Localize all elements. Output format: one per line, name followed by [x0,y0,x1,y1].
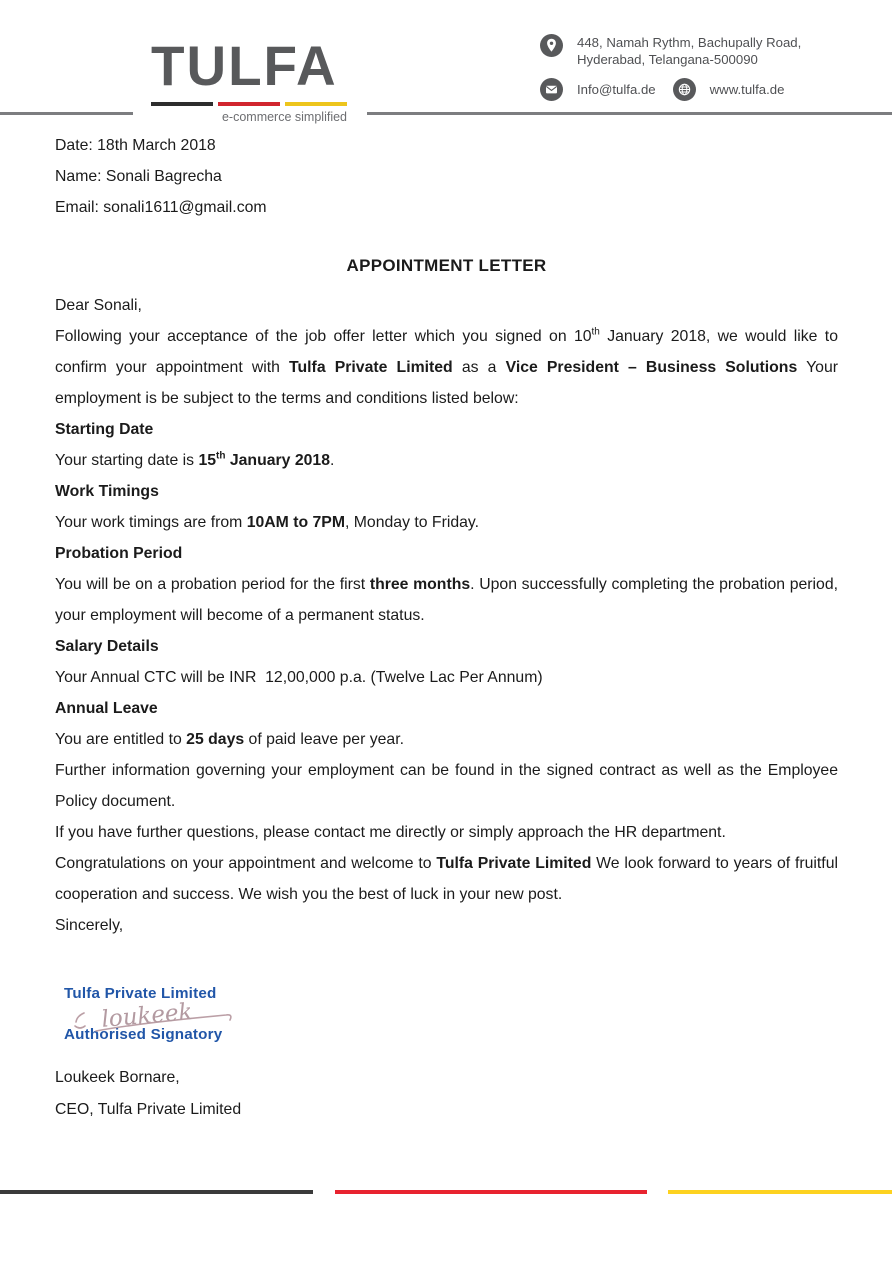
logo-underline [151,102,347,106]
heading-starting-date: Starting Date [55,421,154,438]
signature-company: Tulfa Private Limited [64,985,217,1002]
probation-paragraph: You will be on a probation period for the first three months. Upon successfully completing the probation period, your employment will become of a permanent status. [55,576,838,624]
logo-underline-yellow-segment [285,102,347,106]
salary-paragraph: Your Annual CTC will be INR 12,00,000 p.a. (Twelve Lac Per Annum) [55,669,543,686]
heading-salary-details: Salary Details [55,638,159,655]
address-line2: Hyderabad, Telangana-500090 [577,52,758,67]
signature-script-text: loukeek [100,999,194,1033]
salutation: Dear Sonali, [55,297,142,314]
footer-bar-black [0,1190,313,1194]
contact-links-row [540,78,801,101]
address-line1: 448, Namah Rythm, Bachupally Road, [577,35,802,50]
heading-work-timings: Work Timings [55,483,159,500]
letter-body [55,130,838,941]
signoff-block [55,1062,241,1126]
name-line: Name: Sonali Bagrecha [55,168,222,185]
signoff-title: CEO, Tulfa Private Limited [55,1101,242,1118]
contact-website[interactable]: www.tulfa.de [709,82,785,97]
heading-annual-leave: Annual Leave [55,700,158,717]
header-rule-left [0,112,133,115]
footer-bar-yellow [668,1190,892,1194]
signature-block [64,985,264,1043]
work-timings-paragraph: Your work timings are from 10AM to 7PM, Monday to Friday. [55,514,480,531]
logo-wordmark: TULFA [151,34,338,97]
signoff-name: Loukeek Bornare, [55,1069,180,1086]
footer-bar-red [335,1190,647,1194]
logo-underline-red-segment [218,102,280,106]
email-line: Email: sonali1611@gmail.com [55,199,267,216]
contact-block [540,34,801,101]
congratulations-paragraph: Congratulations on your appointment and welcome to Tulfa Private Limited We look forward to years of fruitful cooperation and success. We wish you the best of luck in your new post. [55,855,838,903]
letter-title: APPOINTMENT LETTER [346,256,547,275]
questions-paragraph: If you have further questions, please contact me directly or simply approach the HR department. [55,824,726,841]
annual-leave-paragraph: You are entitled to 25 days of paid leave per year. [55,731,404,748]
globe-icon [673,78,696,101]
location-pin-icon [540,34,563,57]
header-rule-right [367,112,892,115]
logo-tagline: e-commerce simplified [221,110,347,124]
signature-role: Authorised Signatory [64,1026,223,1043]
heading-probation-period: Probation Period [55,545,183,562]
further-info-paragraph: Further information governing your employment can be found in the signed contract as well as the Employee Policy document. [55,762,838,810]
contact-email[interactable]: Info@tulfa.de [577,82,656,97]
intro-paragraph: Following your acceptance of the job offer letter which you signed on 10th January 2018, we would like to confirm your appointment with Tulfa Private Limited as a Vice President – Business Solutions Your employment is be subject to the terms and conditions listed below: [55,326,838,407]
envelope-icon [540,78,563,101]
starting-date-paragraph: Your starting date is 15th January 2018. [55,450,335,469]
date-line: Date: 18th March 2018 [55,137,216,154]
closing: Sincerely, [55,917,124,934]
logo-underline-black-segment [151,102,213,106]
contact-address-row [540,34,801,68]
company-logo [151,34,347,124]
